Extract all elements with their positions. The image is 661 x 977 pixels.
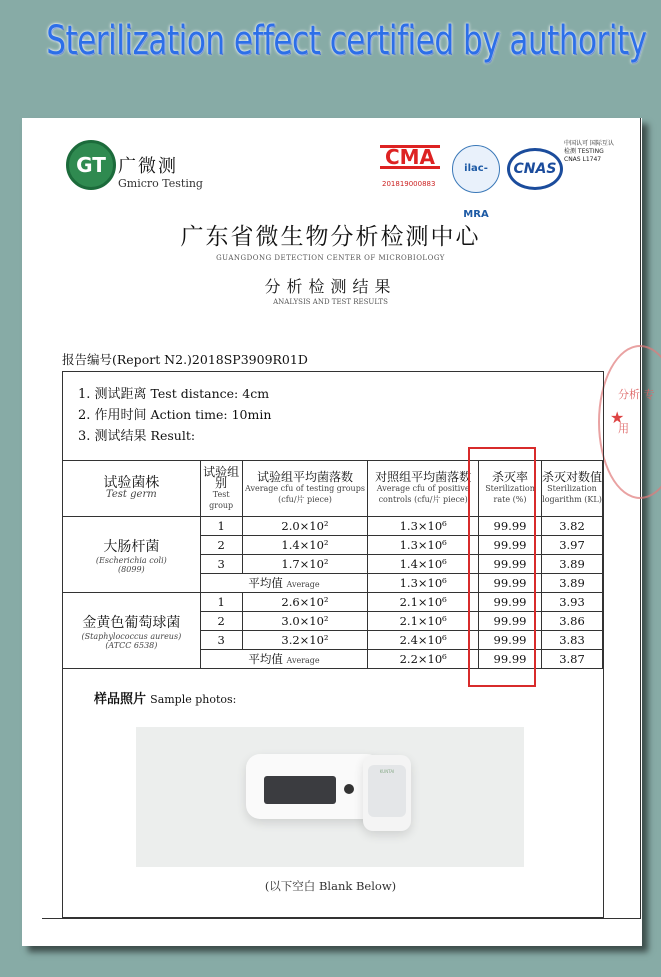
germ-strain: (8099) [118, 564, 145, 574]
header-en: Sterilization rate (%) [485, 484, 535, 504]
cell-rate: 99.99 [479, 593, 542, 612]
cell-log: 3.82 [541, 517, 602, 536]
header-en: Average cfu of positive controls (cfu/片 piece) [376, 484, 470, 504]
cell-rate: 99.99 [479, 536, 542, 555]
avg-label-en: Average [286, 580, 320, 589]
cell-average-label [200, 574, 368, 593]
cell-log: 3.89 [541, 555, 602, 574]
cnas-info: 中国认可 国际互认 检测 TESTING CNAS L1747 [564, 140, 614, 163]
header-test-cfu [242, 461, 368, 517]
header-cn: 对照组平均菌落数 [375, 470, 472, 484]
test-info [78, 384, 271, 447]
header-cn: 试验菌株 [103, 474, 160, 491]
device-brand: KUNTAI [379, 769, 395, 774]
cma-number: 201819000883 [382, 180, 436, 188]
cell-control: 2.4×10⁶ [368, 631, 479, 650]
cell-log: 3.83 [541, 631, 602, 650]
cell-control: 1.3×10⁶ [368, 536, 479, 555]
device-panel [264, 776, 336, 804]
cell-group: 3 [200, 631, 242, 650]
header-en: Test germ [105, 488, 157, 500]
center-title-cn: 广东省微生物分析检测中心 [180, 224, 481, 250]
cell-log: 3.87 [541, 650, 602, 669]
cell-rate: 99.99 [479, 555, 542, 574]
header-en: Sterilization logarithm (KL) [542, 484, 602, 504]
stamp-text: 分析 专用 [618, 388, 655, 435]
cell-group: 1 [200, 517, 242, 536]
cell-group: 1 [200, 593, 242, 612]
germ-cell [63, 517, 201, 593]
cell-group: 2 [200, 612, 242, 631]
info-line [78, 426, 271, 447]
avg-label-en: Average [286, 656, 320, 665]
cell-test: 3.2×10² [242, 631, 368, 650]
cell-test: 1.7×10² [242, 555, 368, 574]
header-en: Test group [209, 489, 234, 510]
cell-rate: 99.99 [479, 517, 542, 536]
sample-photo [136, 727, 524, 867]
header-germ [63, 461, 201, 517]
dispenser-window [368, 765, 406, 817]
cell-group: 3 [200, 555, 242, 574]
photos-label-cn: 样品照片 [94, 692, 147, 707]
cell-test: 3.0×10² [242, 612, 368, 631]
germ-strain: (ATCC 6538) [105, 640, 158, 650]
cell-rate: 99.99 [479, 650, 542, 669]
cell-test: 2.0×10² [242, 517, 368, 536]
header-cn: 试验组别 [203, 464, 240, 490]
cell-average-label [200, 650, 368, 669]
info-line [78, 384, 271, 405]
device-button-icon [344, 784, 354, 794]
report-number: 报告编号(Report N2.)2018SP3909R01D [62, 352, 308, 367]
brand-name-cn: 广微测 [118, 156, 178, 177]
header-control-cfu [368, 461, 479, 517]
sterilizer-device [246, 754, 381, 819]
germ-name-en: (Escherichia coli) [95, 555, 167, 565]
info-label-cn: 1. 测试距离 [78, 387, 147, 402]
header-cn: 杀灭对数值 [541, 470, 602, 484]
toothpaste-dispenser [363, 755, 411, 831]
header-group [200, 461, 242, 517]
cell-control: 2.2×10⁶ [368, 650, 479, 669]
header-en: Average cfu of testing groups (cfu/片 piece) [244, 484, 365, 504]
header-cn: 杀灭率 [492, 470, 529, 484]
cnas-logo: CNAS [507, 148, 563, 190]
germ-cell [63, 593, 201, 669]
info-label-en: Result: [150, 428, 196, 443]
avg-label-cn: 平均值 [248, 576, 283, 590]
cell-log: 3.97 [541, 536, 602, 555]
results-title-en: ANALYSIS AND TEST RESULTS [273, 298, 388, 306]
results-title-cn: 分析检测结果 [264, 277, 397, 296]
sample-photos-label [94, 688, 236, 707]
cell-rate: 99.99 [479, 631, 542, 650]
cma-logo: CMA [380, 145, 440, 169]
cell-test: 2.6×10² [242, 593, 368, 612]
gmicro-logo [66, 140, 116, 190]
info-label-cn: 2. 作用时间 [78, 408, 147, 423]
cell-control: 1.3×10⁶ [368, 517, 479, 536]
cell-control: 2.1×10⁶ [368, 612, 479, 631]
cell-log: 3.93 [541, 593, 602, 612]
header-cn: 试验组平均菌落数 [256, 470, 353, 484]
avg-label-cn: 平均值 [248, 652, 283, 666]
germ-name-cn: 大肠杆菌 [103, 538, 160, 555]
cell-control: 2.1×10⁶ [368, 593, 479, 612]
germ-name-en: (Staphylococcus aureus) [81, 631, 182, 641]
cell-rate: 99.99 [479, 574, 542, 593]
info-label-cn: 3. 测试结果 [78, 429, 147, 444]
cell-rate: 99.99 [479, 612, 542, 631]
cell-test: 1.4×10² [242, 536, 368, 555]
cell-log: 3.89 [541, 574, 602, 593]
logo-text: GT [76, 153, 106, 177]
sterilization-rate-highlight [468, 447, 536, 687]
germ-name-cn: 金黄色葡萄球菌 [82, 614, 181, 631]
cell-control: 1.3×10⁶ [368, 574, 479, 593]
blank-below-note: (以下空白 Blank Below) [264, 879, 397, 893]
info-label-en: Action time: 10min [150, 407, 272, 422]
stamp-star-icon: ★ [610, 408, 625, 427]
center-title-en: GUANGDONG DETECTION CENTER OF MICROBIOLOGY [216, 254, 445, 262]
photos-label-en: Sample photos: [150, 693, 237, 706]
header-log [541, 461, 602, 517]
cell-log: 3.86 [541, 612, 602, 631]
banner-title: Sterilization effect certified by authority [46, 18, 647, 64]
info-label-en: Test distance: 4cm [150, 386, 270, 401]
cell-control: 1.4×10⁶ [368, 555, 479, 574]
brand-name-en: Gmicro Testing [118, 177, 203, 190]
cell-group: 2 [200, 536, 242, 555]
info-line [78, 405, 271, 426]
ilac-logo: ilac-MRA [452, 145, 500, 193]
